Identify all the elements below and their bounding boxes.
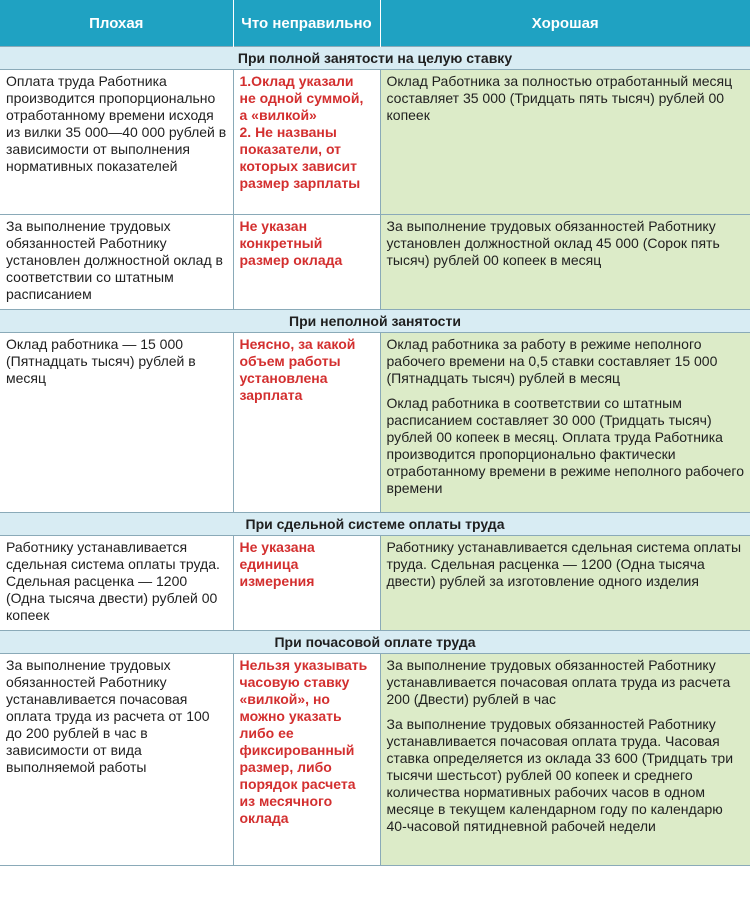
- section-title-hourly: При почасовой оплате труда: [0, 631, 750, 654]
- good-example: [380, 654, 750, 866]
- bad-example: Оплата труда Работника производится пропорционально отработанному времени исходя из вилки 35 000—40 000 рублей в зависимости от выполнения нормативных показателей: [0, 70, 233, 215]
- bad-example: Оклад работника — 15 000 (Пятнадцать тысяч) рублей в месяц: [0, 333, 233, 513]
- header-wrong: Что неправильно: [233, 0, 380, 47]
- wrong-text: 2. Не названы показатели, от которых зависит размер зарплаты: [239, 124, 361, 191]
- bad-example: Работнику устанавливается сдельная система оплаты труда. Сдельная расценка — 1200 (Одна тысяча двести) рублей 00 копеек: [0, 536, 233, 631]
- table-row: [0, 654, 750, 866]
- table-row: [0, 536, 750, 631]
- good-text: За выполнение трудовых обязанностей Работнику устанавливается почасовая оплата труда из расчета 200 (Двести) рублей в час: [386, 657, 731, 707]
- section-title-part-time: При неполной занятости: [0, 310, 750, 333]
- bad-example: За выполнение трудовых обязанностей Работнику установлен должностной оклад в соответствии со штатным расписанием: [0, 215, 233, 310]
- section-title-full-time: При полной занятости на целую ставку: [0, 47, 750, 70]
- good-example: [380, 536, 750, 631]
- what-is-wrong: [233, 654, 380, 866]
- good-text: За выполнение трудовых обязанностей Работнику устанавливается почасовая оплата труда. Часовая ставка определяется из оклада 33 600 (Тридцать три тысячи шестьсот) рублей 00 копеек и среднего количества нормативных рабочих часов в одном месяце в текущем календарном году по календарю 40-часовой пятидневной рабочей недели: [386, 716, 734, 834]
- good-text: Оклад работника за работу в режиме неполного рабочего времени на 0,5 ставки составляет 15 000 (Пятнадцать тысяч) рублей в месяц: [386, 336, 718, 386]
- good-example: [380, 215, 750, 310]
- what-is-wrong: [233, 536, 380, 631]
- wrong-text: Нельзя указывать часовую ставку «вилкой», но можно указать либо ее фиксированный размер, либо порядок расчета из месячного оклада: [239, 657, 368, 826]
- good-text: Работнику устанавливается сдельная система оплаты труда. Сдельная расценка — 1200 (Одна тысяча двести) рублей за изготовление одного изделия: [386, 539, 742, 589]
- header-bad: Плохая: [0, 0, 233, 47]
- what-is-wrong: [233, 70, 380, 215]
- bad-example: За выполнение трудовых обязанностей Работнику устанавливается почасовая оплата труда из расчета от 100 до 200 рублей в час в зависимости от вида выполняемой работы: [0, 654, 233, 866]
- good-example: [380, 333, 750, 513]
- wrong-text: 1.Оклад указали не одной суммой, а «вилкой»: [239, 73, 364, 123]
- wrong-text: Не указан конкретный размер оклада: [239, 218, 343, 268]
- wrong-text: Неясно, за какой объем работы установлена зарплата: [239, 336, 356, 403]
- section-title-piecework: При сдельной системе оплаты труда: [0, 513, 750, 536]
- good-example: [380, 70, 750, 215]
- what-is-wrong: [233, 215, 380, 310]
- good-text: Оклад работника в соответствии со штатным расписанием составляет 30 000 (Тридцать тысяч) рублей 00 копеек в месяц. Оплата труда Работника производится пропорционально фактически отработанному времени в режиме неполного рабочего времени: [386, 395, 744, 496]
- table-row: [0, 333, 750, 513]
- header-good: Хорошая: [380, 0, 750, 47]
- table-row: [0, 70, 750, 215]
- good-text: За выполнение трудовых обязанностей Работнику установлен должностной оклад 45 000 (Сорок пять тысяч) рублей 00 копеек в месяц: [386, 218, 720, 268]
- table-row: [0, 215, 750, 310]
- what-is-wrong: [233, 333, 380, 513]
- header-row: [0, 0, 750, 47]
- good-text: Оклад Работника за полностью отработанный месяц составляет 35 000 (Тридцать пять тысяч) рублей 00 копеек: [386, 73, 733, 123]
- wrong-text: Не указана единица измерения: [239, 539, 315, 589]
